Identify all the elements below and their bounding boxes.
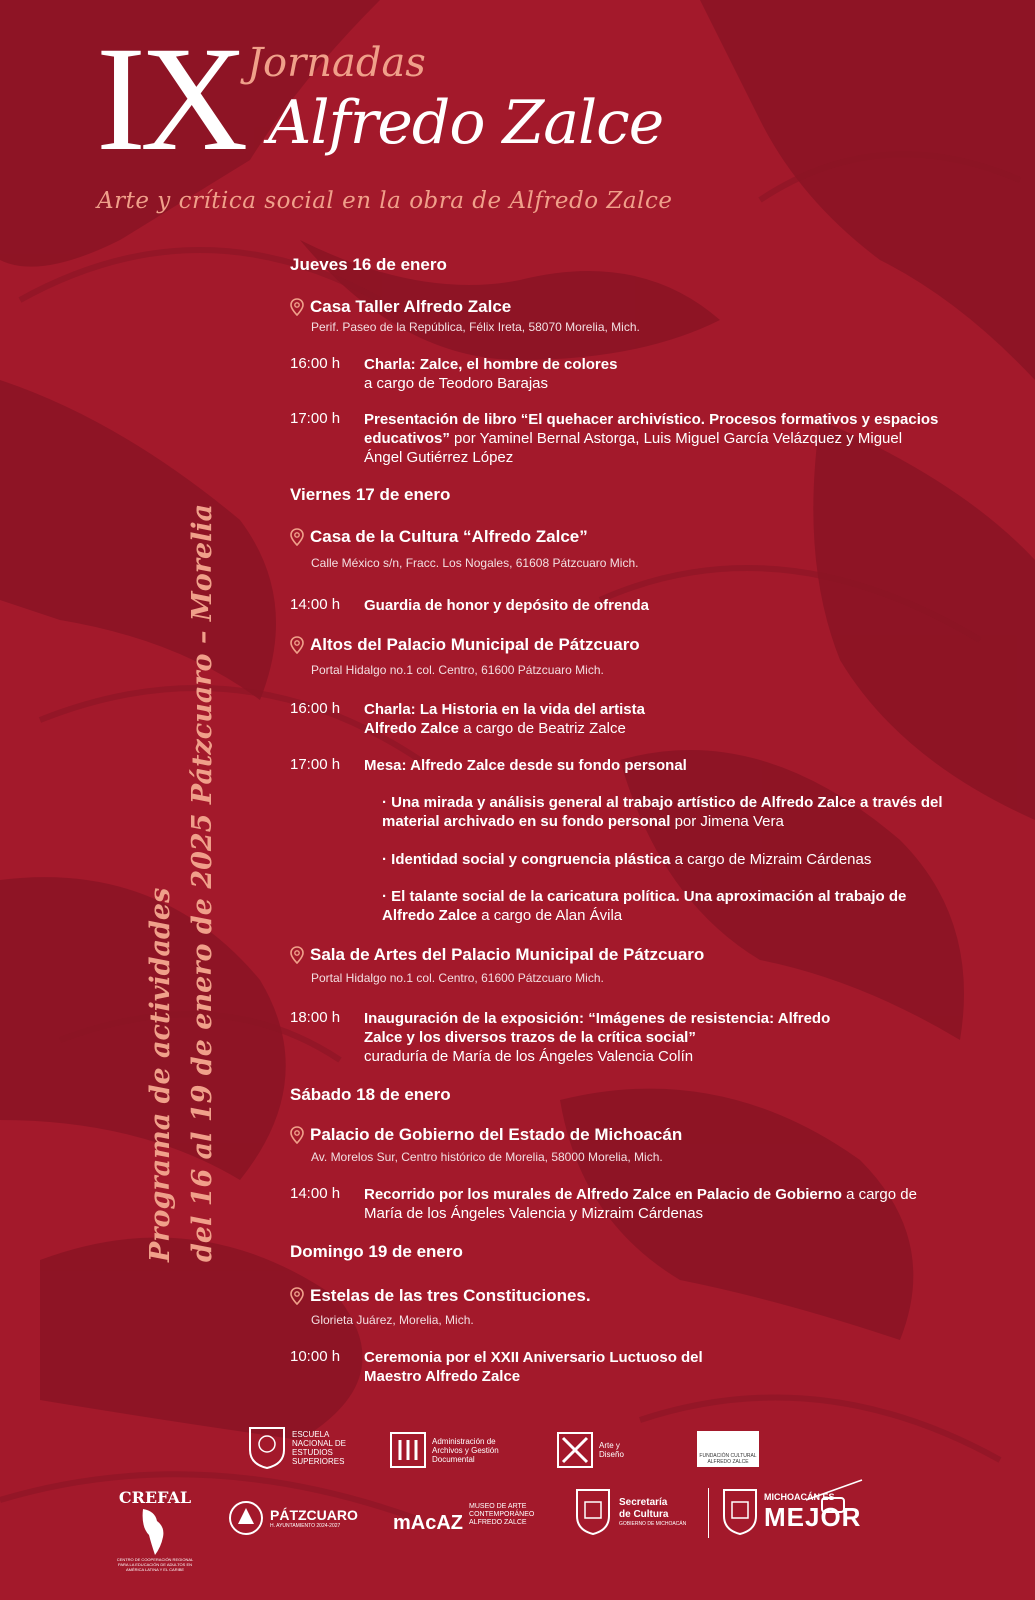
event-speaker: curaduría de María de los Ángeles Valencia Colín bbox=[364, 1048, 694, 1065]
venue bbox=[290, 945, 704, 965]
event-description bbox=[364, 596, 944, 615]
main-title: Alfredo Zalce bbox=[268, 88, 664, 158]
panel-item-title: · El talante social de la caricatura política. Una aproximación al trabajo de Alfredo Zalce bbox=[382, 888, 907, 924]
edition-number: IX bbox=[96, 16, 243, 182]
secretaria-subtext: GOBIERNO DE MICHOACÁN bbox=[619, 1521, 687, 1527]
venue-address: Av. Morelos Sur, Centro histórico de Morelia, 58000 Morelia, Mich. bbox=[311, 1150, 663, 1164]
day-heading: Jueves 16 de enero bbox=[290, 255, 447, 274]
event-time: 10:00 h bbox=[290, 1348, 341, 1365]
event-description bbox=[364, 756, 944, 775]
day-heading: Domingo 19 de enero bbox=[290, 1242, 463, 1261]
event-time: 16:00 h bbox=[290, 700, 341, 717]
venue bbox=[290, 635, 640, 655]
macaz-subtext: MUSEO DE ARTE CONTEMPORÁNEO ALFREDO ZALCE bbox=[469, 1502, 535, 1526]
venue-name: Altos del Palacio Municipal de Pátzcuaro bbox=[310, 635, 640, 654]
event-time: 14:00 h bbox=[290, 596, 341, 613]
event-title: Mesa: Alfredo Zalce desde su fondo personal bbox=[364, 757, 687, 774]
event-description bbox=[364, 1348, 764, 1386]
event-speaker: a cargo de Beatriz Zalce bbox=[459, 720, 626, 737]
panel-item-speaker: a cargo de Alan Ávila bbox=[477, 907, 623, 924]
event-description bbox=[364, 410, 944, 467]
event-description bbox=[364, 355, 944, 393]
event-title: Recorrido por los murales de Alfredo Zalce en Palacio de Gobierno bbox=[364, 1186, 842, 1203]
venue-name: Casa Taller Alfredo Zalce bbox=[310, 297, 512, 316]
panel-item bbox=[382, 793, 952, 831]
venue-address: Perif. Paseo de la República, Félix Ireta, 58070 Morelia, Mich. bbox=[311, 320, 640, 334]
location-pin-icon bbox=[290, 298, 304, 316]
panel-item bbox=[382, 887, 937, 925]
event-title: Charla: Zalce, el hombre de colores bbox=[364, 356, 618, 373]
macaz-text: mAcAZ bbox=[393, 1512, 464, 1534]
location-pin-icon bbox=[290, 528, 304, 546]
venue-address: Portal Hidalgo no.1 col. Centro, 61600 Pátzcuaro Mich. bbox=[311, 663, 604, 677]
panel-item bbox=[382, 850, 952, 869]
day-heading: Sábado 18 de enero bbox=[290, 1085, 451, 1104]
event-title: Charla: La Historia en la vida del artista Alfredo Zalce bbox=[364, 701, 645, 737]
event-description bbox=[364, 1185, 944, 1223]
venue-address: Glorieta Juárez, Morelia, Mich. bbox=[311, 1313, 474, 1327]
event-time: 16:00 h bbox=[290, 355, 341, 372]
venue bbox=[290, 1286, 591, 1306]
venue-name: Estelas de las tres Constituciones. bbox=[310, 1286, 591, 1305]
event-title: Inauguración de la exposición: “Imágenes de resistencia: Alfredo Zalce y los diversos trazos de la crítica social” bbox=[364, 1010, 831, 1046]
event-speaker: por Yaminel Bernal Astorga, Luis Miguel García Velázquez y Miguel Ángel Gutiérrez López bbox=[364, 430, 903, 466]
patzcuaro-subtext: H. AYUNTAMIENTO 2024-2027 bbox=[270, 1523, 341, 1529]
program-dates: del 16 al 19 de enero de 2025 Pátzcuaro – Morelia bbox=[187, 503, 218, 1262]
venue-address: Portal Hidalgo no.1 col. Centro, 61600 Pátzcuaro Mich. bbox=[311, 971, 604, 985]
event-description bbox=[364, 1009, 834, 1066]
event-description bbox=[364, 700, 694, 738]
crefal-text: CREFAL bbox=[118, 1488, 192, 1507]
event-speaker: a cargo de Teodoro Barajas bbox=[364, 375, 549, 392]
event-time: 17:00 h bbox=[290, 756, 341, 773]
panel-item-title: · Una mirada y análisis general al trabajo artístico de Alfredo Zalce a través del material archivado en su fondo personal bbox=[382, 794, 943, 830]
panel-item-speaker: por Jimena Vera bbox=[670, 813, 784, 830]
event-title: Presentación de libro “El quehacer archivístico. Procesos formativos y espacios educativos” bbox=[364, 411, 939, 447]
venue-name: Sala de Artes del Palacio Municipal de Pátzcuaro bbox=[310, 945, 705, 964]
secretaria-text: Secretaría de Cultura bbox=[619, 1497, 669, 1520]
subtitle: Arte y crítica social en la obra de Alfredo Zalce bbox=[97, 188, 673, 214]
michoacan-small-text: MICHOACÁN ES bbox=[764, 1491, 835, 1502]
arte-diseno-text: Arte y Diseño bbox=[599, 1441, 624, 1459]
venue bbox=[290, 1125, 682, 1145]
venue bbox=[290, 297, 511, 317]
michoacan-big-text: MEJOR bbox=[764, 1501, 862, 1532]
panel-item-title: · Identidad social y congruencia plástica bbox=[382, 851, 671, 868]
location-pin-icon bbox=[290, 946, 304, 964]
fundacion-text: FUNDACIÓN CULTURAL ALFREDO ZALCE bbox=[699, 1453, 757, 1465]
panel-item-speaker: a cargo de Mizraim Cárdenas bbox=[670, 851, 872, 868]
venue-name: Casa de la Cultura “Alfredo Zalce” bbox=[310, 527, 588, 546]
event-speaker: a cargo de María de los Ángeles Valencia y Mizraim Cárdenas bbox=[364, 1186, 917, 1222]
event-title: Ceremonia por el XXII Aniversario Luctuoso del Maestro Alfredo Zalce bbox=[364, 1349, 703, 1385]
day-heading: Viernes 17 de enero bbox=[290, 485, 451, 504]
event-time: 14:00 h bbox=[290, 1185, 341, 1202]
location-pin-icon bbox=[290, 1126, 304, 1144]
event-time: 17:00 h bbox=[290, 410, 341, 427]
archivos-text: Administración de Archivos y Gestión Documental bbox=[432, 1436, 499, 1464]
location-pin-icon bbox=[290, 1287, 304, 1305]
enes-text: ESCUELA NACIONAL DE ESTUDIOS SUPERIORES bbox=[292, 1430, 346, 1466]
venue-name: Palacio de Gobierno del Estado de Michoacán bbox=[310, 1125, 683, 1144]
location-pin-icon bbox=[290, 636, 304, 654]
program-label: Programa de actividades bbox=[145, 887, 176, 1262]
event-time: 18:00 h bbox=[290, 1009, 341, 1026]
event-title: Guardia de honor y depósito de ofrenda bbox=[364, 597, 650, 614]
jornadas-title: Jornadas bbox=[247, 40, 426, 86]
patzcuaro-text: PÁTZCUARO bbox=[270, 1507, 358, 1523]
venue bbox=[290, 527, 588, 547]
venue-address: Calle México s/n, Fracc. Los Nogales, 61608 Pátzcuaro Mich. bbox=[311, 556, 639, 570]
crefal-subtext: CENTRO DE COOPERACIÓN REGIONAL PARA LA EDUCACIÓN DE ADULTOS EN AMÉRICA LATINA Y EL CARIBE bbox=[116, 1557, 194, 1572]
